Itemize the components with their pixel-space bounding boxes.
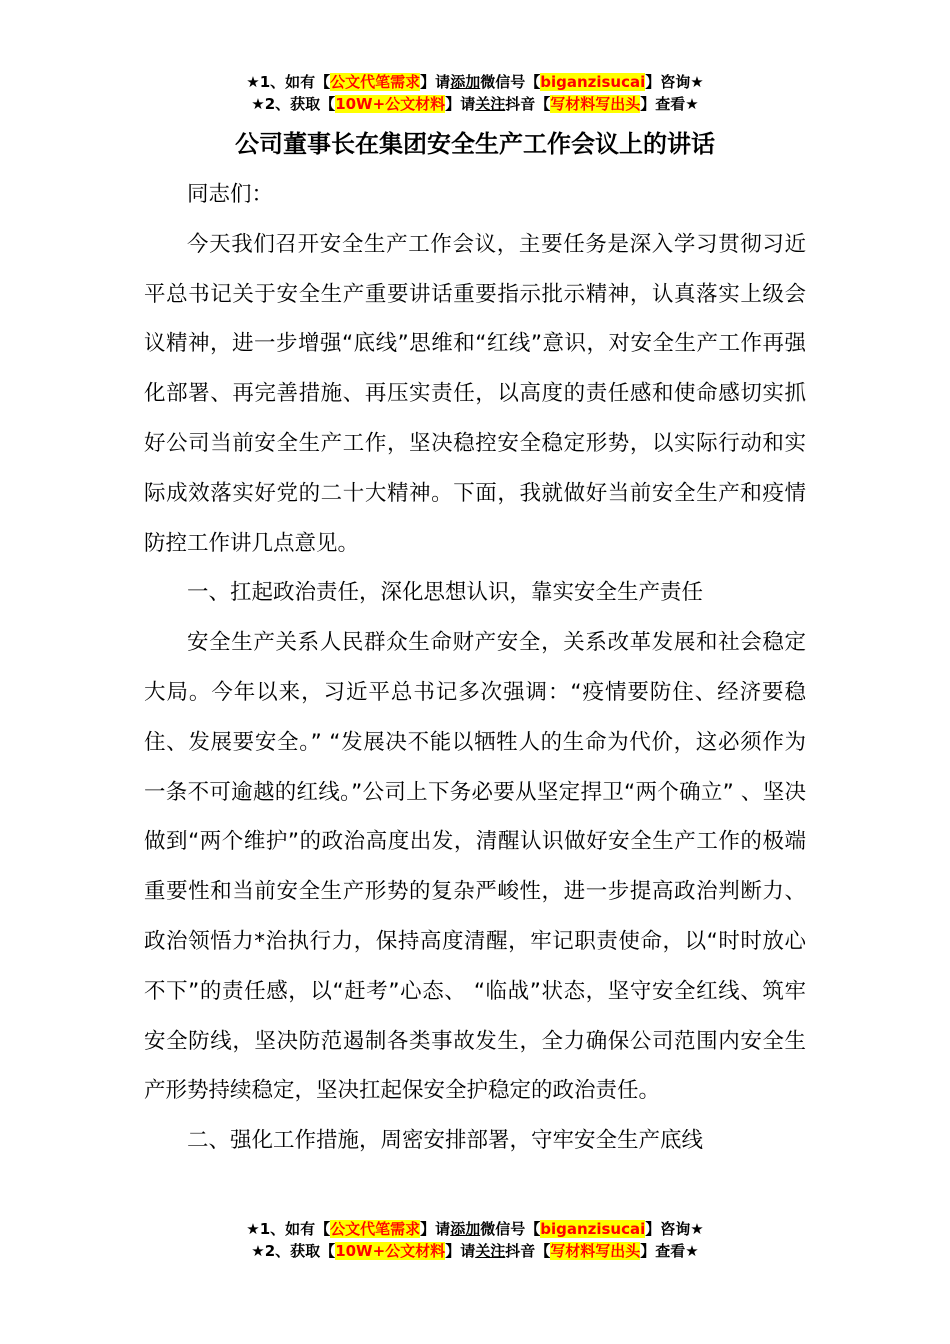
section-heading-2: 二、强化工作措施，周密安排部署，守牢安全生产底线 bbox=[187, 1128, 704, 1154]
banner-douyin-id: 写材料写出头 bbox=[550, 1242, 641, 1260]
top-banner bbox=[0, 71, 950, 115]
banner-highlight: 公文代笔需求 bbox=[330, 73, 421, 91]
banner-line-1: ★1、如有【公文代笔需求】请添加微信号【biganzisucai】咨询★ bbox=[246, 73, 704, 91]
paragraph-section-1: 安全生产关系人民群众生命财产安全，关系改革发展和社会稳定大局。今年以来，习近平总书记多次强调：“疫情要防住、经济要稳住、发展要安全。” “发展决不能以牺牲人的生命为代价，这必须作为一条不可逾越的红线。”公司上下务必要从坚定捍卫“两个确立” 、坚决做到“两个维护”的政治高度出发，清醒认识做好安全生产工作的极端重要性和当前安全生产形势的复杂严峻性，进一步提高政治判断力、政治领悟力*治执行力，保持高度清醒，牢记职责使命，以“时时放心不下”的责任感，以“赶考”心态、 “临战”状态，坚守安全红线、筑牢安全防线，坚决防范遏制各类事故发生，全力确保公司范围内安全生产形势持续稳定，坚决扛起保安全护稳定的政治责任。 bbox=[144, 630, 806, 1104]
paragraph-intro: 今天我们召开安全生产工作会议，主要任务是深入学习贯彻习近平总书记关于安全生产重要讲话重要指示批示精神，认真落实上级会议精神，进一步增强“底线”思维和“红线”意识，对安全生产工作再强化部署、再完善措施、再压实责任，以高度的责任感和使命感切实抓好公司当前安全生产工作，坚决稳控安全稳定形势，以实际行动和实际成效落实好党的二十大精神。下面，我就做好当前安全生产和疫情防控工作讲几点意见。 bbox=[144, 231, 806, 556]
salutation: 同志们： bbox=[187, 182, 274, 207]
bottom-banner bbox=[0, 1218, 950, 1262]
banner-wechat-id: biganzisucai bbox=[540, 1220, 646, 1238]
section-heading-1: 一、扛起政治责任，深化思想认识，靠实安全生产责任 bbox=[187, 580, 704, 606]
banner-highlight: 公文代笔需求 bbox=[330, 1220, 421, 1238]
banner-wechat-id: biganzisucai bbox=[540, 73, 646, 91]
document-body bbox=[144, 170, 806, 1166]
banner-highlight: 10W+公文材料 bbox=[335, 1242, 446, 1260]
banner-line-2: ★2、获取【10W+公文材料】请关注抖音【写材料写出头】查看★ bbox=[251, 1242, 699, 1260]
banner-line-2: ★2、获取【10W+公文材料】请关注抖音【写材料写出头】查看★ bbox=[251, 95, 699, 113]
banner-highlight: 10W+公文材料 bbox=[335, 95, 446, 113]
banner-douyin-id: 写材料写出头 bbox=[550, 95, 641, 113]
banner-line-1: ★1、如有【公文代笔需求】请添加微信号【biganzisucai】咨询★ bbox=[246, 1220, 704, 1238]
document-title: 公司董事长在集团安全生产工作会议上的讲话 bbox=[235, 130, 715, 158]
